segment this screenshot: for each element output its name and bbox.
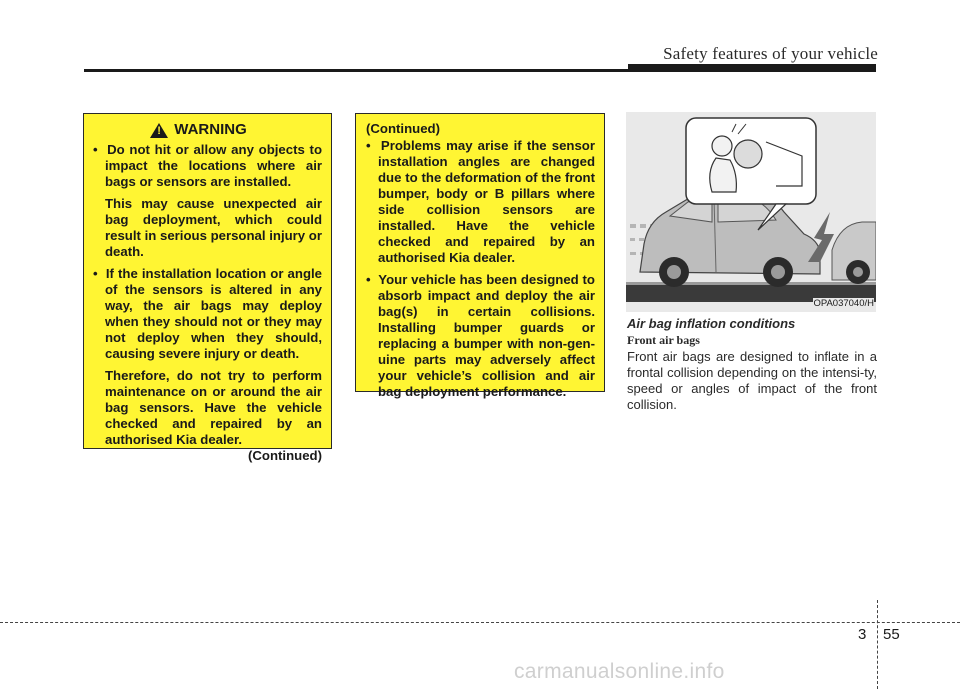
sub-heading: Front air bags: [627, 333, 700, 347]
illustration-code-label: OPA037040/H: [813, 298, 874, 309]
header-rule: [84, 69, 876, 72]
warning-bullet: • Problems may arise if the sensor installation angles are changed due to the deformation of the front bumper, body or B pillars where side collision sensors are installed. Have the vehicle checked and repaired by an authorised Kia dealer.: [366, 138, 595, 266]
warning-bullet: • Do not hit or allow any objects to impact the locations where air bags or sensors are installed.: [93, 142, 322, 190]
continued-label: (Continued): [366, 121, 440, 136]
warning-bullet: • Your vehicle has been designed to absorb impact and deploy the air bag(s) in certain collisions. Installing bumper guards or replacing a bumper with non-gen-uine parts may adversely affect your vehicle’s collision and air bag deployment performance.: [366, 272, 595, 400]
page-header-title: Safety features of your vehicle: [663, 44, 878, 63]
section-heading: Air bag inflation conditions: [627, 316, 796, 331]
warning-box-1: [83, 113, 332, 463]
footer-divider: [877, 600, 878, 689]
warning-heading: [75, 122, 322, 138]
footer-rule: [0, 622, 960, 623]
watermark-text: carmanualsonline.info: [514, 660, 725, 683]
warning-triangle-icon: [150, 123, 168, 138]
airbag-collision-illustration: [626, 112, 876, 312]
section-body-text: Front air bags are designed to inflate in a frontal collision depending on the intensi-ty, speed or angles of impact of the front collision.: [627, 349, 877, 412]
collision-car-illustration: [626, 112, 876, 312]
warning-heading-text: WARNING: [174, 121, 247, 138]
continued-label: (Continued): [248, 448, 322, 463]
warning-box-2: [355, 113, 605, 399]
warning-bullet: • If the installation location or angle of the sensors is altered in any way, the air bags may deploy when they should not or they may not deploy when they should, causing severe injury or death.: [93, 266, 322, 362]
page-number: 55: [883, 626, 900, 643]
chapter-number: 3: [858, 626, 867, 643]
warning-note: Therefore, do not try to perform maintenance on or around the air bag sensors. Have the vehicle checked and repaired by an authorised Kia dealer.: [105, 368, 322, 447]
warning-note: This may cause unexpected air bag deployment, which could result in serious personal injury or death.: [105, 196, 322, 259]
